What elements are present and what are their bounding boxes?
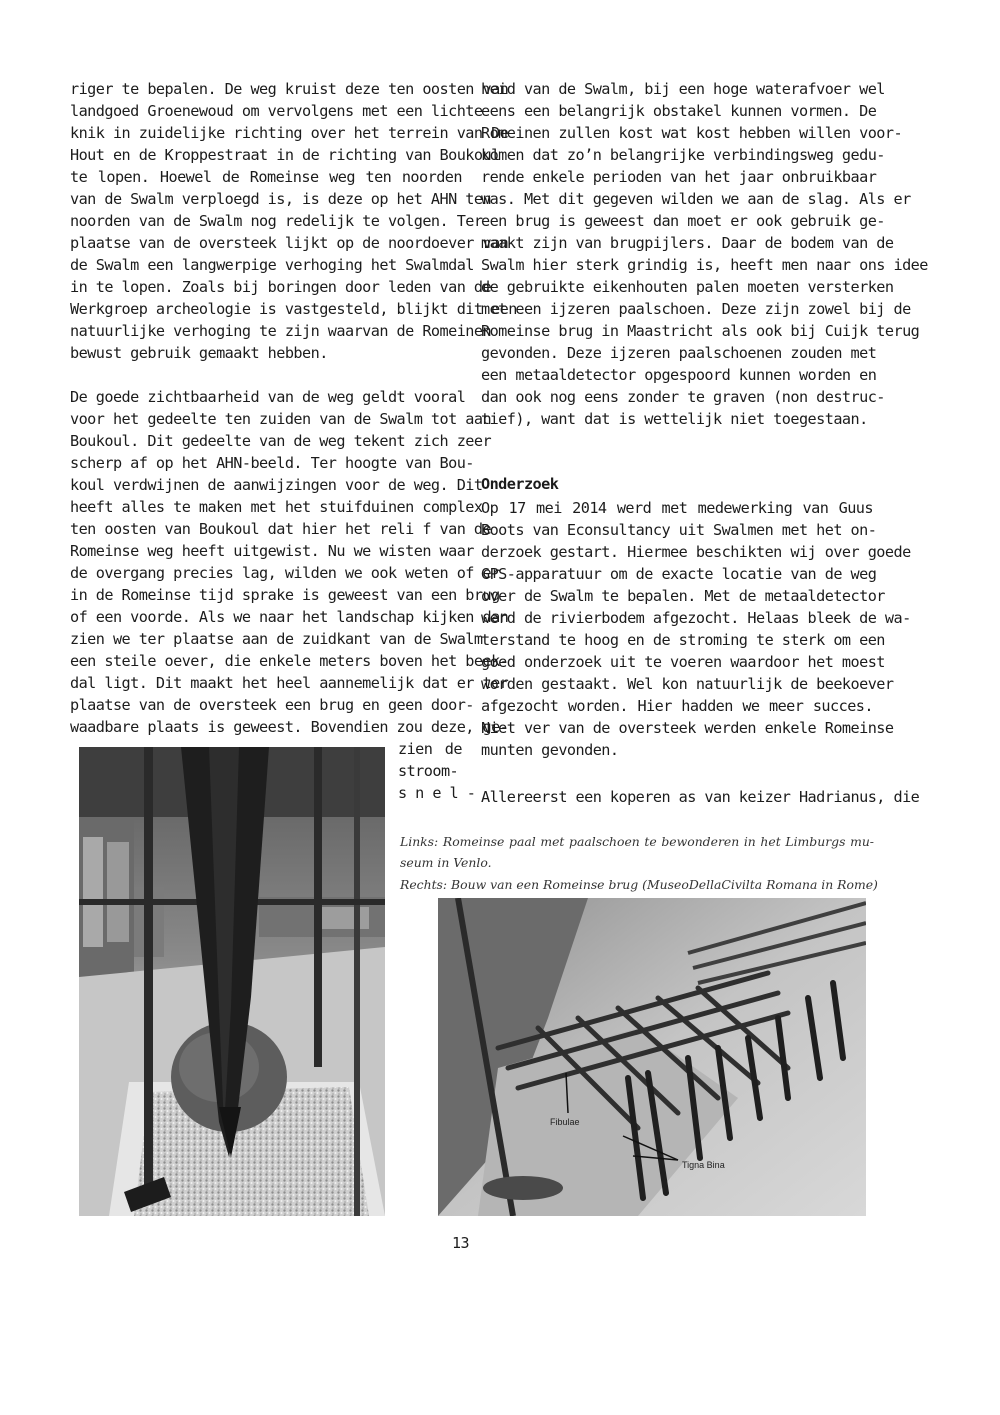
figure-caption-line: seum in Venlo.: [400, 855, 492, 870]
body-line: derzoek gestart. Hiermee beschikten wij over goede: [481, 543, 911, 561]
body-line: Swalm hier sterk grindig is, heeft men naar ons idee: [481, 256, 928, 274]
body-line: plaatse van de oversteek lijkt op de noordoever van: [70, 234, 509, 252]
body-line: scherp af op het AHN-beeld. Ter hoogte van Bou-: [70, 454, 474, 472]
wrap-line: stroom-: [398, 762, 459, 780]
body-line: in de Romeinse tijd sprake is geweest van een brug: [70, 586, 500, 604]
body-line: noorden van de Swalm nog redelijk te volgen. Ter: [70, 212, 483, 230]
body-line: heid van de Swalm, bij een hoge waterafvoer wel: [481, 80, 885, 98]
body-line: koul verdwijnen de aanwijzingen voor de weg. Dit: [70, 476, 483, 494]
body-line: Romeinen zullen kost wat kost hebben willen voor-: [481, 124, 903, 142]
body-line: maakt zijn van brugpijlers. Daar de bodem van de: [481, 234, 894, 252]
figure-caption-line: Links: Romeinse paal met paalschoen te bewonderen in het Limburgs mu-: [400, 834, 874, 849]
body-line: een metaaldetector opgespoord kunnen worden en: [481, 366, 877, 384]
body-line: gevonden. Deze ijzeren paalschoenen zouden met: [481, 344, 877, 362]
body-line: de overgang precies lag, wilden we ook weten of er: [70, 564, 500, 582]
body-line: natuurlijke verhoging te zijn waarvan de Romeinen: [70, 322, 492, 340]
body-line: zien we ter plaatse aan de zuidkant van de Swalm: [70, 630, 483, 648]
body-line: met een ijzeren paalschoen. Deze zijn zowel bij de: [481, 300, 911, 318]
body-line: Boukoul. Dit gedeelte van de weg tekent zich zeer: [70, 432, 492, 450]
body-line: landgoed Groenewoud om vervolgens met een lichte: [70, 102, 483, 120]
body-line: riger te bepalen. De weg kruist deze ten oosten van: [70, 80, 509, 98]
wrap-line: zien de: [398, 740, 462, 758]
photo-roman-pile: [79, 747, 385, 1216]
body-line: of een voorde. Als we naar het landschap kijken dan: [70, 608, 509, 626]
body-line: een steile oever, die enkele meters boven het beek-: [70, 652, 509, 670]
body-line: afgezocht worden. Hier hadden we meer succes.: [481, 697, 873, 715]
wrap-line: s n e l -: [398, 784, 476, 802]
photo-roman-bridge-model: [438, 898, 866, 1216]
body-line: De goede zichtbaarheid van de weg geldt vooral: [70, 388, 466, 406]
body-line: GPS-apparatuur om de exacte locatie van de weg: [481, 565, 877, 583]
body-line: waadbare plaats is geweest. Bovendien zou deze, ge-: [70, 718, 509, 736]
body-line: Werkgroep archeologie is vastgesteld, blijkt dit een: [70, 300, 517, 318]
body-line: Boots van Econsultancy uit Swalmen met het on-: [481, 521, 877, 539]
body-line: te lopen. Hoewel de Romeinse weg ten noorden: [70, 168, 462, 186]
body-line: Allereerst een koperen as van keizer Hadrianus, die: [481, 788, 920, 806]
body-line: een brug is geweest dan moet er ook gebruik ge-: [481, 212, 885, 230]
body-line: rende enkele perioden van het jaar onbruikbaar: [481, 168, 877, 186]
body-line: eens een belangrijk obstakel kunnen vormen. De: [481, 102, 877, 120]
body-line: werd de rivierbodem afgezocht. Helaas bleek de wa-: [481, 609, 911, 627]
body-line: heeft alles te maken met het stuifduinen complex: [70, 498, 483, 516]
body-line: terstand te hoog en de stroming te sterk om een: [481, 631, 885, 649]
body-line: van de Swalm verploegd is, is deze op het AHN ten: [70, 190, 492, 208]
body-line: komen dat zo’n belangrijke verbindingsweg gedu-: [481, 146, 885, 164]
photo-label-tigna-bina: Tigna Bina: [682, 1160, 725, 1170]
body-line: Romeinse weg heeft uitgewist. Nu we wisten waar: [70, 542, 474, 560]
body-line: worden gestaakt. Wel kon natuurlijk de beekoever: [481, 675, 894, 693]
body-line: dan ook nog eens zonder te graven (non destruc-: [481, 388, 885, 406]
body-line: de gebruikte eikenhouten palen moeten versterken: [481, 278, 894, 296]
body-line: goed onderzoek uit te voeren waardoor het moest: [481, 653, 885, 671]
body-line: Hout en de Kroppestraat in de richting van Boukoul: [70, 146, 500, 164]
section-heading: Onderzoek: [481, 475, 559, 493]
figure-caption-line: Rechts: Bouw van een Romeinse brug (MuseoDellaCivilta Romana in Rome): [400, 877, 878, 892]
page-number: 13: [452, 1234, 470, 1252]
body-line: voor het gedeelte ten zuiden van de Swalm tot aan: [70, 410, 492, 428]
body-line: tief), want dat is wettelijk niet toegestaan.: [481, 410, 868, 428]
body-line: plaatse van de oversteek een brug en geen door-: [70, 696, 474, 714]
body-line: in te lopen. Zoals bij boringen door leden van de: [70, 278, 492, 296]
body-line: was. Met dit gegeven wilden we aan de slag. Als er: [481, 190, 911, 208]
photo-label-fibulae: Fibulae: [550, 1117, 580, 1127]
body-line: Niet ver van de oversteek werden enkele Romeinse: [481, 719, 894, 737]
body-line: Romeinse brug in Maastricht als ook bij Cuijk terug: [481, 322, 920, 340]
body-line: knik in zuidelijke richting over het terrein van De: [70, 124, 509, 142]
body-line: over de Swalm te bepalen. Met de metaaldetector: [481, 587, 885, 605]
body-line: Op 17 mei 2014 werd met medewerking van Guus: [481, 499, 873, 517]
body-line: bewust gebruik gemaakt hebben.: [70, 344, 328, 362]
body-line: munten gevonden.: [481, 741, 619, 759]
body-line: ten oosten van Boukoul dat hier het reli f van de: [70, 520, 492, 538]
body-line: dal ligt. Dit maakt het heel aannemelijk dat er ter: [70, 674, 509, 692]
body-line: de Swalm een langwerpige verhoging het Swalmdal: [70, 256, 474, 274]
